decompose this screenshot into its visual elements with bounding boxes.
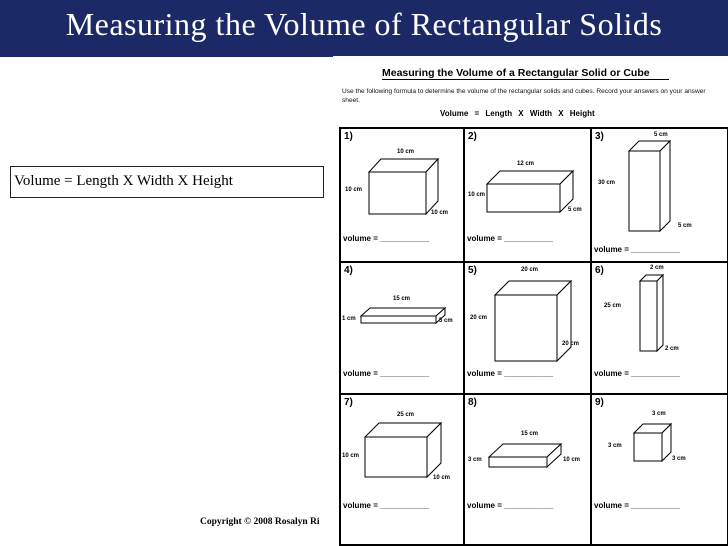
problem-number: 5) <box>468 265 477 276</box>
dimension-top: 25 cm <box>397 412 415 418</box>
answer-line: volume = ___________ <box>594 369 681 378</box>
dimension-top: 12 cm <box>517 161 535 167</box>
problem-cell <box>592 129 728 261</box>
problem-cell <box>465 129 590 261</box>
dimension-right: 3 cm <box>672 456 686 462</box>
dimension-right: 10 cm <box>431 210 449 216</box>
dimension-left: 20 cm <box>470 315 488 321</box>
copyright-notice: Copyright © 2008 Rosalyn Ri <box>200 517 320 527</box>
dimension-right: 10 cm <box>433 475 451 481</box>
dimension-top: 3 cm <box>652 411 666 417</box>
problem-cell <box>341 263 463 393</box>
formula-box <box>10 166 324 198</box>
problem-number: 9) <box>595 397 604 408</box>
answer-line: volume = ___________ <box>343 501 430 510</box>
dimension-right: 5 cm <box>439 318 453 324</box>
dimension-left: 30 cm <box>598 180 616 186</box>
slide-title: Measuring the Volume of Rectangular Solids <box>65 6 663 42</box>
dimension-right: 5 cm <box>678 223 692 229</box>
dimension-left: 10 cm <box>342 453 360 459</box>
dimension-right: 5 cm <box>568 207 582 213</box>
dimension-top: 10 cm <box>397 149 415 155</box>
title-bar <box>0 0 728 57</box>
dimension-left: 10 cm <box>345 187 363 193</box>
dimension-top: 15 cm <box>393 296 411 302</box>
problem-number: 3) <box>595 131 604 142</box>
worksheet-instructions: Use the following formula to determine the volume of the rectangular solids and cubes. Record your answers on your answer sheet. <box>342 88 706 104</box>
dimension-left: 3 cm <box>468 457 482 463</box>
answer-line: volume = ___________ <box>343 369 430 378</box>
answer-line: volume = ___________ <box>594 501 681 510</box>
problem-cell <box>592 263 728 393</box>
dimension-left: 3 cm <box>608 443 622 449</box>
worksheet-title: Measuring the Volume of a Rectangular Solid or Cube <box>382 67 650 79</box>
problem-number: 4) <box>344 265 353 276</box>
solid-drawing <box>592 395 728 545</box>
solid-drawing <box>465 395 590 545</box>
problem-number: 8) <box>468 397 477 408</box>
worksheet-formula: Volume = Length X Width X Height <box>440 109 595 118</box>
worksheet-image <box>333 56 728 546</box>
problem-number: 1) <box>344 131 353 142</box>
problem-cell <box>465 263 590 393</box>
answer-line: volume = ___________ <box>467 369 554 378</box>
answer-line: volume = ___________ <box>467 501 554 510</box>
problem-number: 2) <box>468 131 477 142</box>
problem-number: 7) <box>344 397 353 408</box>
dimension-right: 20 cm <box>562 341 580 347</box>
solid-drawing <box>592 129 728 261</box>
dimension-top: 20 cm <box>521 267 539 273</box>
problem-grid <box>339 127 728 546</box>
problem-cell <box>592 395 728 545</box>
problem-cell <box>341 395 463 545</box>
dimension-left: 1 cm <box>342 316 356 322</box>
answer-line: volume = ___________ <box>594 245 681 254</box>
dimension-right: 10 cm <box>563 457 581 463</box>
dimension-top: 5 cm <box>654 132 668 138</box>
dimension-left: 10 cm <box>468 192 486 198</box>
dimension-right: 2 cm <box>665 346 679 352</box>
answer-line: volume = ___________ <box>467 234 554 243</box>
dimension-left: 25 cm <box>604 303 622 309</box>
dimension-top: 2 cm <box>650 265 664 271</box>
formula-text: Volume = Length X Width X Height <box>14 173 233 189</box>
problem-number: 6) <box>595 265 604 276</box>
problem-cell <box>465 395 590 545</box>
worksheet-title-underline <box>382 79 669 80</box>
answer-line: volume = ___________ <box>343 234 430 243</box>
problem-cell <box>341 129 463 261</box>
dimension-top: 15 cm <box>521 431 539 437</box>
